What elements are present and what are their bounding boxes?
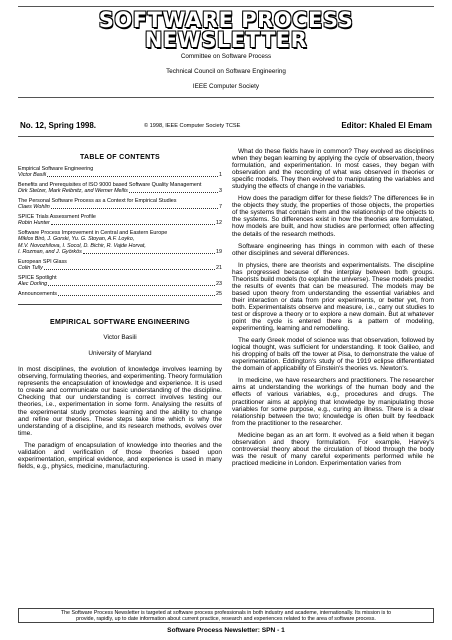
toc-item[interactable] (18, 214, 222, 227)
toc-item[interactable] (18, 198, 222, 211)
masthead-bottom-rule (18, 97, 434, 98)
mission-line2: provide, rapidly, up to date information about current practice, research and experiences related to the area of software process. (76, 616, 376, 623)
toc-item-title: Software Process Improvement in Central and Eastern Europe (18, 230, 168, 236)
society-name: IEEE Computer Society (192, 83, 260, 90)
council-name: Technical Council on Software Engineering (166, 68, 286, 75)
toc-item-page: 19 (216, 249, 222, 256)
article-paragraph: The early Greek model of science was that observation, followed by logical thought, was sufficient for understanding. It took Galileo, and his dropping of balls off the tower at Pisa, to demonstrate the value of experimentation. Eddington's study of the 1919 eclipse differentiated the domain of applicability of Einstein's theories vs. Newton's. (232, 337, 434, 373)
toc-item-authors: I. Rozman, and J. Györkös (18, 249, 82, 256)
article-heading: EMPIRICAL SOFTWARE ENGINEERING (50, 319, 190, 327)
article-paragraph: What do these fields have in common? They evolved as disciplines when they began learning by applying the cycle of observation, theory formulation, and experimentation. In most cases, they began with observation and the recording of what was observed in theories or specific models. They then evolved to manipulating the variables and studying the effects of change in the variables. (232, 148, 434, 191)
masthead (0, 0, 452, 118)
article-paragraph: Software engineering has things in common with each of these other disciplines and several differences. (232, 242, 434, 257)
toc-item-page: 21 (216, 265, 222, 272)
toc-item-authors: Colin Tully (18, 265, 43, 272)
toc-item-title: Announcements (18, 290, 57, 297)
toc-item-title: The Personal Software Process as a Context for Empirical Studies (18, 198, 177, 204)
right-column (232, 148, 434, 472)
toc-item[interactable] (18, 259, 222, 272)
article-paragraph: How does the paradigm differ for these fields? The differences lie in the objects they study, the properties of those objects, the properties of the systems that contain them and the relationship of the objects to the systems. So differences exist in how the theories are formulated, how models are built, and how studies are performed; often affecting the details of the research methods. (232, 195, 434, 238)
committee-name: Committee on Software Process (180, 53, 272, 60)
toc-divider (18, 304, 222, 305)
toc-item-authors: Claes Wohlin (18, 204, 50, 211)
toc-item-page: 12 (216, 220, 222, 227)
issue-number: No. 12, Spring 1998. (20, 121, 97, 130)
article-author: Victor Basili (103, 334, 137, 342)
toc-item[interactable] (18, 230, 222, 256)
toc-item-page: 3 (219, 188, 222, 195)
article-paragraph: The paradigm of encapsulation of knowledge into theories and the validation and verification of those theories based upon experimentation, empirical evidence, and experience is used in many fields, e.g., physics, medicine, manufacturing. (18, 441, 222, 470)
editor-name: Editor: Khaled El Emam (341, 121, 432, 130)
toc-item-page: 25 (216, 290, 222, 297)
mission-line1: The Software Process Newsletter is targeted at software process professionals in both industry and academe, internationally. Its mission is to (60, 609, 392, 616)
newsletter-title-line2: NEWSLETTER (144, 28, 308, 52)
toc-item-authors-line: M.V. Novozhilova, I. Socol, D. Bichir, R. Vajde Horvat, (18, 242, 146, 249)
left-column (18, 148, 222, 475)
toc-item-title: SPICE Spotlight (18, 274, 57, 281)
newsletter-title-line1: SOFTWARE PROCESS (98, 8, 354, 32)
article-paragraph: In medicine, we have researchers and practitioners. The researcher aims at understanding the workings of the human body and the effects of various variables, e.g., procedures and drugs. The practitioner aims at applying that knowledge by manipulating those variables for some purpose, e.g., curing an illness. There is a clear relationship between the two; knowledge is often built by feedback from the practitioner to the researcher. (232, 377, 434, 427)
toc-item[interactable] (18, 182, 222, 195)
toc-item-authors: Dirk Stelzer, Mark Reibnitz, and Werner Mellis (18, 188, 128, 195)
toc-item-authors: Victor Basili (18, 172, 47, 179)
toc-item-title: Benefits and Prerequisites of ISO 9000 based Software Quality Management (18, 182, 202, 188)
article-paragraph: In physics, there are theorists and experimentalists. The discipline has progressed because of the interplay between both groups. Theorists build models (to explain the universe). These models predict the results of events that can be measured. The models may be based upon theory from understanding the essential variables and their interaction or data from prior experiments, or better yet, from both. Experimentalists observe and measure, i.e., carry out studies to test or disprove a theory or to explore a new domain. But at whatever point the cycle is entered there is a pattern of modeling, experimenting, learning and remodelling. (232, 261, 434, 333)
article-affiliation: University of Maryland (88, 350, 152, 358)
issue-bar (18, 121, 434, 135)
article-paragraph: Medicine began as an art form. It evolved as a field when it began observation and theory formulation. For example, Harvey's controversial theory about the circulation of blood through the body was the result of many careful experiments performed while he practiced medicine in London. Experimentation varies from (232, 431, 434, 467)
top-rule (18, 6, 434, 7)
toc-item-authors: Alec Dorling (18, 281, 48, 288)
toc-item[interactable] (18, 166, 222, 179)
toc-item-title: Empirical Software Engineering (18, 166, 94, 172)
issue-bar-rule (18, 136, 434, 137)
toc-item-authors-line: Miklos Biró, J. Gorski, Yu. G. Stoyan, A.F. Loyko, (18, 236, 135, 243)
toc-item-page: 23 (216, 281, 222, 288)
toc-item-title: European SPI Glass (18, 258, 67, 265)
page-footer: Software Process Newsletter: SPN - 1 (167, 627, 285, 634)
toc-item-announcements[interactable] (18, 291, 222, 297)
toc-item[interactable] (18, 275, 222, 288)
newsletter-mission-box (18, 608, 434, 623)
toc-item-authors: Robin Hunter (18, 220, 50, 227)
copyright-notice: © 1998, IEEE Computer Society TCSE (144, 123, 241, 129)
article-paragraph: In most disciplines, the evolution of knowledge involves learning by observing, formulating theories, and experimenting. Theory formulation represents the encapsulation of knowledge and experience. It is used to create and communicate our basic understanding of the discipline. Checking that our understanding is correct involves testing our theories, i.e., experimentation in some form. Analysing the results of the experimental study promotes learning and the ability to change and refine our theories. These steps take time which is why the understanding of a discipline, and its research methods, evolves over time. (18, 366, 222, 437)
toc-item-title: SPICE Trials Assessment Profile (18, 214, 96, 220)
toc-heading: TABLE OF CONTENTS (79, 154, 161, 161)
toc-item-page: 1 (219, 172, 222, 179)
toc-item-page: 7 (219, 204, 222, 211)
